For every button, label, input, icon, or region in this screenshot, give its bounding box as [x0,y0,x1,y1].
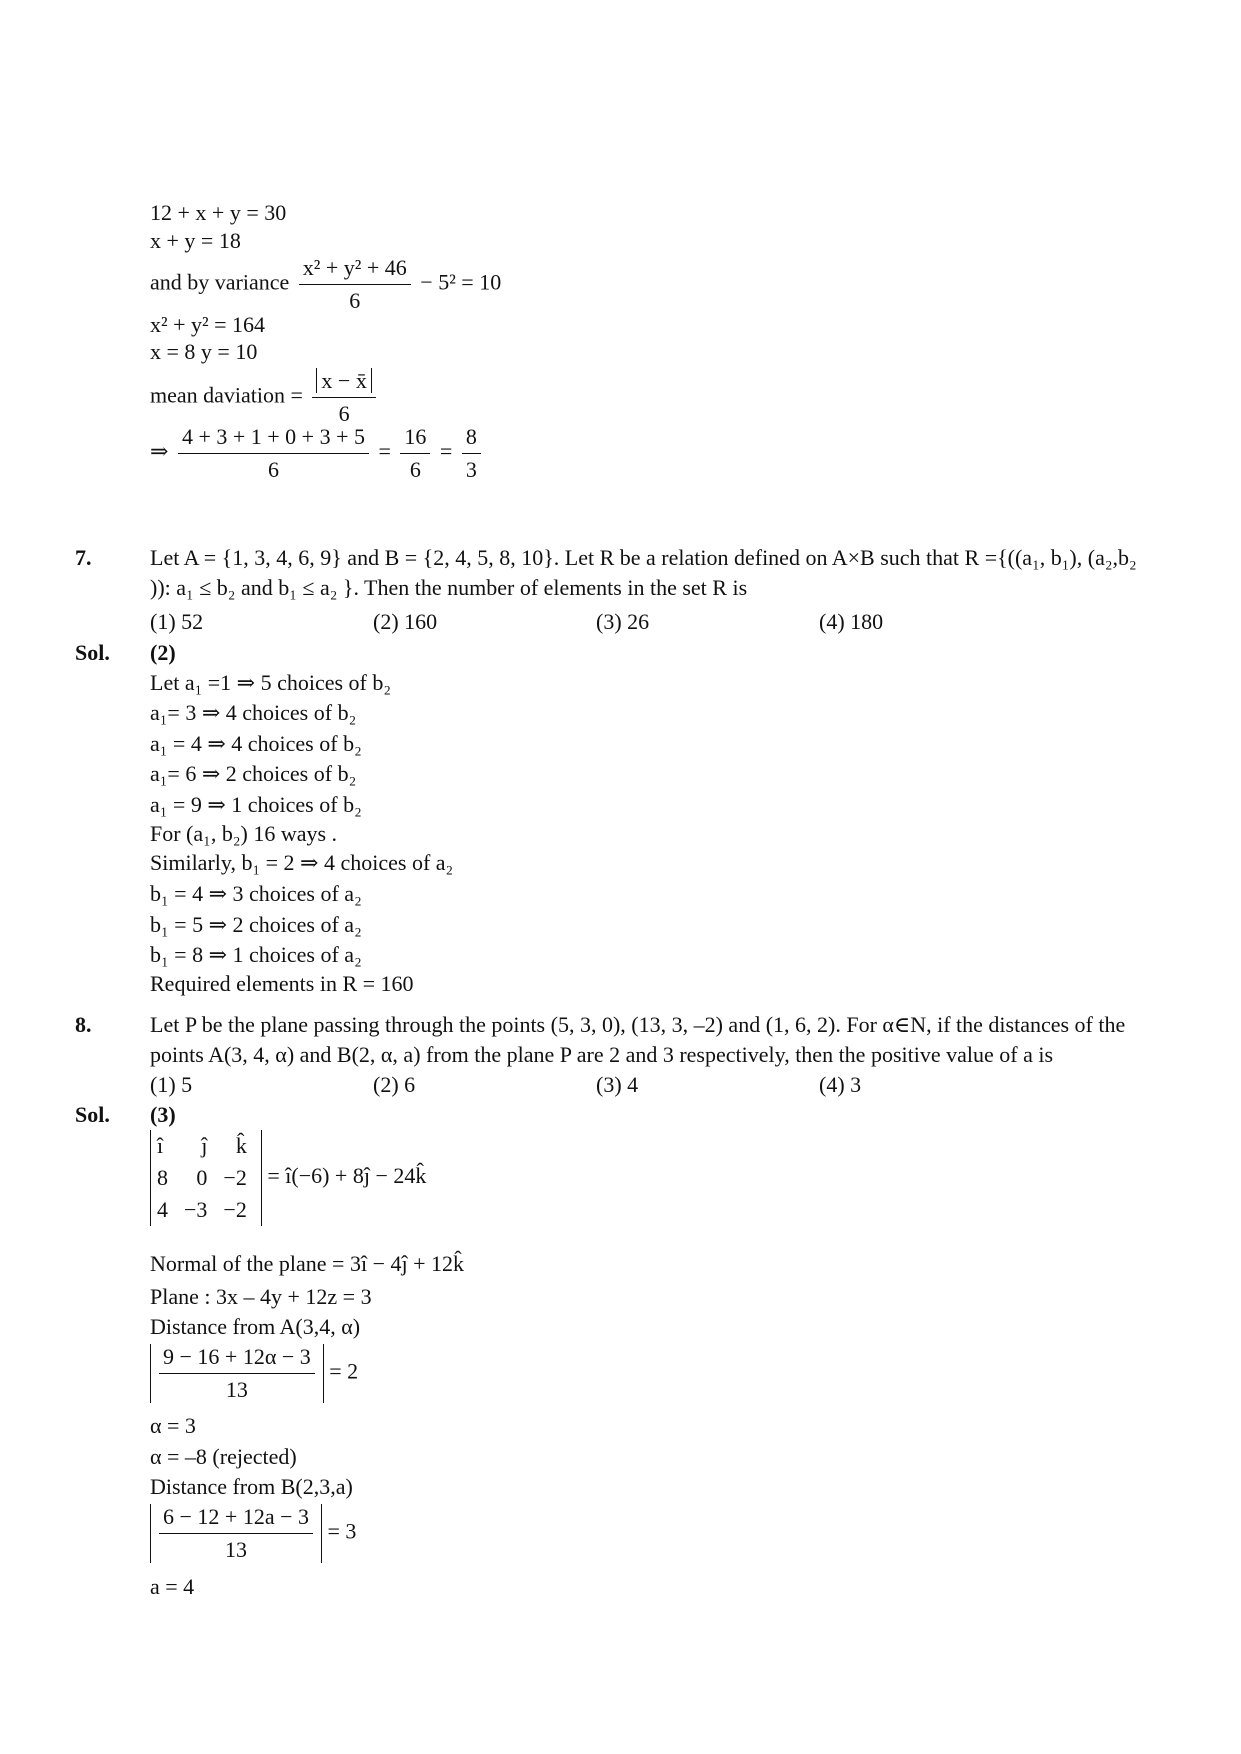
solution-step: a₁= 3 ⇒ 4 choices of b₂ [150,700,357,725]
solution-step: a₁ = 4 ⇒ 4 choices of b₂ [150,731,362,756]
determinant-result: = î(−6) + 8ĵ − 24k̂ [267,1163,427,1189]
rhs-value: = 3 [327,1518,357,1544]
solution-step: Let a₁ =1 ⇒ 5 choices of b₂ [150,670,392,695]
abs-value [150,1504,322,1563]
eq-line: 12 + x + y = 30 [150,200,287,225]
question-text: Let A = {1, 3, 4, 6, 9} and B = {2, 4, 5, 8, 10}. Let R be a relation defined on A×B such that R ={((a₁, b₁), (a₂,b₂ [150,545,1137,570]
fraction-denominator: 6 [409,457,421,482]
solution-step: Required elements in R = 160 [150,971,414,996]
solution-step: a₁ = 9 ⇒ 1 choices of b₂ [150,792,362,817]
fraction-numerator: x² + y² + 46 [299,255,411,285]
solution-step: For (a₁, b₂) 16 ways . [150,821,338,846]
distance-a-label: Distance from A(3,4, α) [150,1314,361,1339]
fraction-numerator [312,368,375,398]
mean-deviation-calc [150,424,485,483]
mean-deviation-formula [150,368,380,427]
fraction-denominator: 6 [267,457,279,482]
md-fraction-2 [400,424,430,483]
question-text: )): a₁ ≤ b₂ and b₁ ≤ a₂ }. Then the number of elements in the set R is [150,575,748,600]
distance-a-equation [150,1344,358,1403]
det-cell: −2 [223,1197,247,1222]
md-label: mean daviation = [150,382,303,408]
option-4: (4) 3 [819,1072,862,1097]
determinant [150,1130,262,1226]
fraction-numerator: 6 − 12 + 12a − 3 [159,1504,313,1534]
equals: = [439,438,453,464]
fraction-numerator: 4 + 3 + 1 + 0 + 3 + 5 [178,424,369,454]
option-1: (1) 52 [150,609,204,634]
solution-step: Similarly, b₁ = 2 ⇒ 4 choices of a₂ [150,850,454,875]
solution-label: Sol. [75,1102,110,1127]
det-cell: 8 [157,1165,168,1190]
fraction-denominator: 3 [465,457,477,482]
det-cell: −3 [184,1197,208,1222]
option-4: (4) 180 [819,609,884,634]
det-cell: 0 [196,1165,208,1190]
solution-step: a₁= 6 ⇒ 2 choices of b₂ [150,761,357,786]
fraction-numerator: 9 − 16 + 12α − 3 [159,1344,315,1374]
eq-line: x = 8 y = 10 [150,339,258,364]
variance-fraction [299,255,411,314]
distance-b-label: Distance from B(2,3,a) [150,1474,353,1499]
det-cell: 4 [157,1197,168,1222]
det-cell: ĵ [201,1133,208,1158]
md-fraction-3 [462,424,481,483]
abs-value [150,1344,324,1403]
fraction-numerator: 16 [400,424,430,454]
question-text: points A(3, 4, α) and B(2, α, a) from the plane P are 2 and 3 respectively, then the positive value of a is [150,1042,1054,1067]
option-1: (1) 5 [150,1072,193,1097]
final-answer: a = 4 [150,1574,195,1599]
solution-step: b₁ = 8 ⇒ 1 choices of a₂ [150,942,362,967]
fraction-denominator: 13 [225,1537,247,1562]
option-3: (3) 26 [596,609,650,634]
det-cell: î [157,1133,164,1158]
md-calc-fraction [178,424,369,483]
variance-suffix: − 5² = 10 [420,269,502,295]
fraction-denominator: 6 [349,288,361,313]
option-2: (2) 160 [373,609,438,634]
rhs-value: = 2 [329,1358,359,1384]
question-text: Let P be the plane passing through the points (5, 3, 0), (13, 3, –2) and (1, 6, 2). For α∈N, if the distances of the [150,1012,1126,1037]
det-cell: k̂ [235,1133,247,1158]
equals: = [378,438,391,464]
variance-label: and by variance [150,269,290,295]
alpha-rejected: α = –8 (rejected) [150,1444,297,1469]
eq-line: x² + y² = 164 [150,312,266,337]
normal-vector: Normal of the plane = 3î − 4ĵ + 12k̂ [150,1251,464,1276]
fraction-denominator: 6 [338,401,350,426]
option-3: (3) 4 [596,1072,639,1097]
alpha-value: α = 3 [150,1413,196,1438]
determinant-equation [150,1130,426,1226]
eq-line: x + y = 18 [150,228,241,253]
abs-value: x − x̄ [316,368,371,393]
fraction-numerator: 8 [462,424,481,454]
option-2: (2) 6 [373,1072,416,1097]
solution-step: b₁ = 4 ⇒ 3 choices of a₂ [150,881,362,906]
question-number: 7. [75,545,92,570]
distance-b-equation [150,1504,356,1563]
solution-answer: (2) [150,640,176,665]
solution-label: Sol. [75,640,110,665]
fraction-denominator: 13 [225,1377,248,1402]
solution-step: b₁ = 5 ⇒ 2 choices of a₂ [150,912,362,937]
distance-a-fraction [159,1344,315,1403]
variance-equation [150,255,501,314]
distance-b-fraction [159,1504,313,1563]
solution-answer: (3) [150,1102,176,1127]
plane-equation: Plane : 3x – 4y + 12z = 3 [150,1284,372,1309]
det-cell: −2 [223,1165,247,1190]
md-fraction [312,368,375,427]
question-number: 8. [75,1012,92,1037]
implies-symbol: ⇒ [150,438,169,464]
